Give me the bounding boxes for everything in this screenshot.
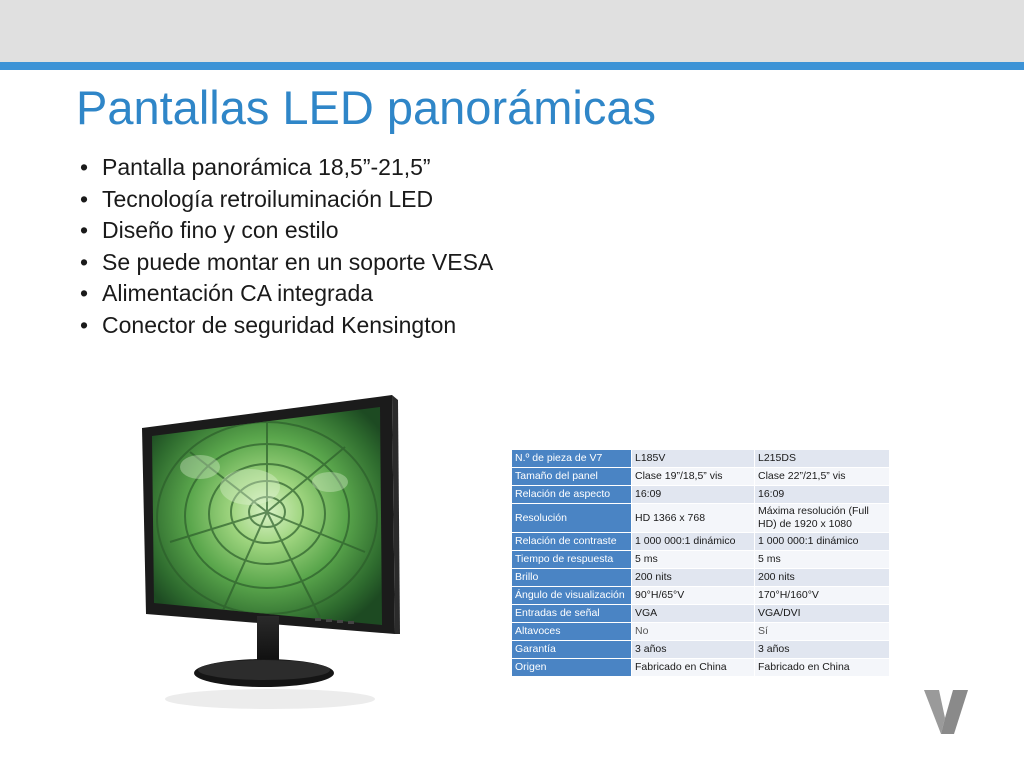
feature-text: Pantalla panorámica 18,5”-21,5”	[102, 154, 431, 180]
header-accent-line	[0, 62, 1024, 70]
feature-text: Conector de seguridad Kensington	[102, 311, 457, 338]
spec-table	[511, 449, 890, 677]
bullet-icon: •	[80, 185, 89, 212]
cell-l185v: 16:09	[632, 486, 755, 504]
v7-logo-icon	[924, 688, 968, 736]
table-row	[512, 587, 890, 605]
feature-text: Alimentación CA integrada	[102, 280, 374, 306]
row-label: Resolución	[512, 504, 632, 533]
table-row	[512, 659, 890, 677]
feature-item	[80, 247, 493, 279]
table-row	[512, 605, 890, 623]
row-label: Brillo	[512, 569, 632, 587]
row-label: Entradas de señal	[512, 605, 632, 623]
monitor-image	[130, 392, 400, 712]
row-label: Tamaño del panel	[512, 468, 632, 486]
table-row	[512, 623, 890, 641]
cell-l185v: 200 nits	[632, 569, 755, 587]
cell-l215ds: L215DS	[755, 450, 890, 468]
row-label: Garantía	[512, 641, 632, 659]
cell-l215ds: 3 años	[755, 641, 890, 659]
bullet-icon: •	[80, 248, 89, 275]
slide-title: Pantallas LED panorámicas	[76, 81, 656, 134]
cell-l215ds: 5 ms	[755, 551, 890, 569]
cell-l185v: L185V	[632, 450, 755, 468]
cell-l215ds: Máxima resolución (Full HD) de 1920 x 1080	[755, 504, 890, 533]
feature-item	[80, 278, 493, 310]
cell-l185v: Clase 19”/18,5” vis	[632, 468, 755, 486]
bullet-icon: •	[80, 217, 89, 243]
bullet-icon: •	[80, 311, 89, 338]
feature-text: Tecnología retroiluminación LED	[102, 185, 434, 212]
cell-l215ds: VGA/DVI	[755, 605, 890, 623]
row-label: Origen	[512, 659, 632, 677]
row-label: Altavoces	[512, 623, 632, 641]
cell-l215ds: Fabricado en China	[755, 659, 890, 677]
cell-l185v: 1 000 000:1 dinámico	[632, 533, 755, 551]
cell-l185v: 90°H/65°V	[632, 587, 755, 605]
bullet-icon: •	[80, 280, 89, 306]
feature-list	[80, 152, 493, 341]
cell-l185v: 5 ms	[632, 551, 755, 569]
cell-l185v: Fabricado en China	[632, 659, 755, 677]
table-row	[512, 468, 890, 486]
cell-l185v: HD 1366 x 768	[632, 504, 755, 533]
cell-l185v: No	[632, 623, 755, 641]
row-label: Ángulo de visualización	[512, 587, 632, 605]
bullet-icon: •	[80, 154, 89, 180]
feature-text: Se puede montar en un soporte VESA	[102, 248, 494, 275]
cell-l215ds: 170°H/160°V	[755, 587, 890, 605]
header-band	[0, 0, 1024, 62]
feature-item	[80, 215, 493, 247]
table-row	[512, 569, 890, 587]
cell-l215ds: 1 000 000:1 dinámico	[755, 533, 890, 551]
table-row	[512, 641, 890, 659]
feature-item	[80, 184, 493, 216]
feature-item	[80, 152, 493, 184]
feature-text: Diseño fino y con estilo	[102, 217, 339, 243]
cell-l215ds: Sí	[755, 623, 890, 641]
row-label: Relación de aspecto	[512, 486, 632, 504]
table-row	[512, 533, 890, 551]
row-label: Tiempo de respuesta	[512, 551, 632, 569]
feature-item	[80, 310, 493, 342]
table-row	[512, 551, 890, 569]
cell-l215ds: Clase 22”/21,5” vis	[755, 468, 890, 486]
cell-l185v: VGA	[632, 605, 755, 623]
table-row	[512, 450, 890, 468]
table-row	[512, 504, 890, 533]
cell-l185v: 3 años	[632, 641, 755, 659]
cell-l215ds: 200 nits	[755, 569, 890, 587]
table-row	[512, 486, 890, 504]
row-label: Relación de contraste	[512, 533, 632, 551]
cell-l215ds: 16:09	[755, 486, 890, 504]
row-label: N.º de pieza de V7	[512, 450, 632, 468]
